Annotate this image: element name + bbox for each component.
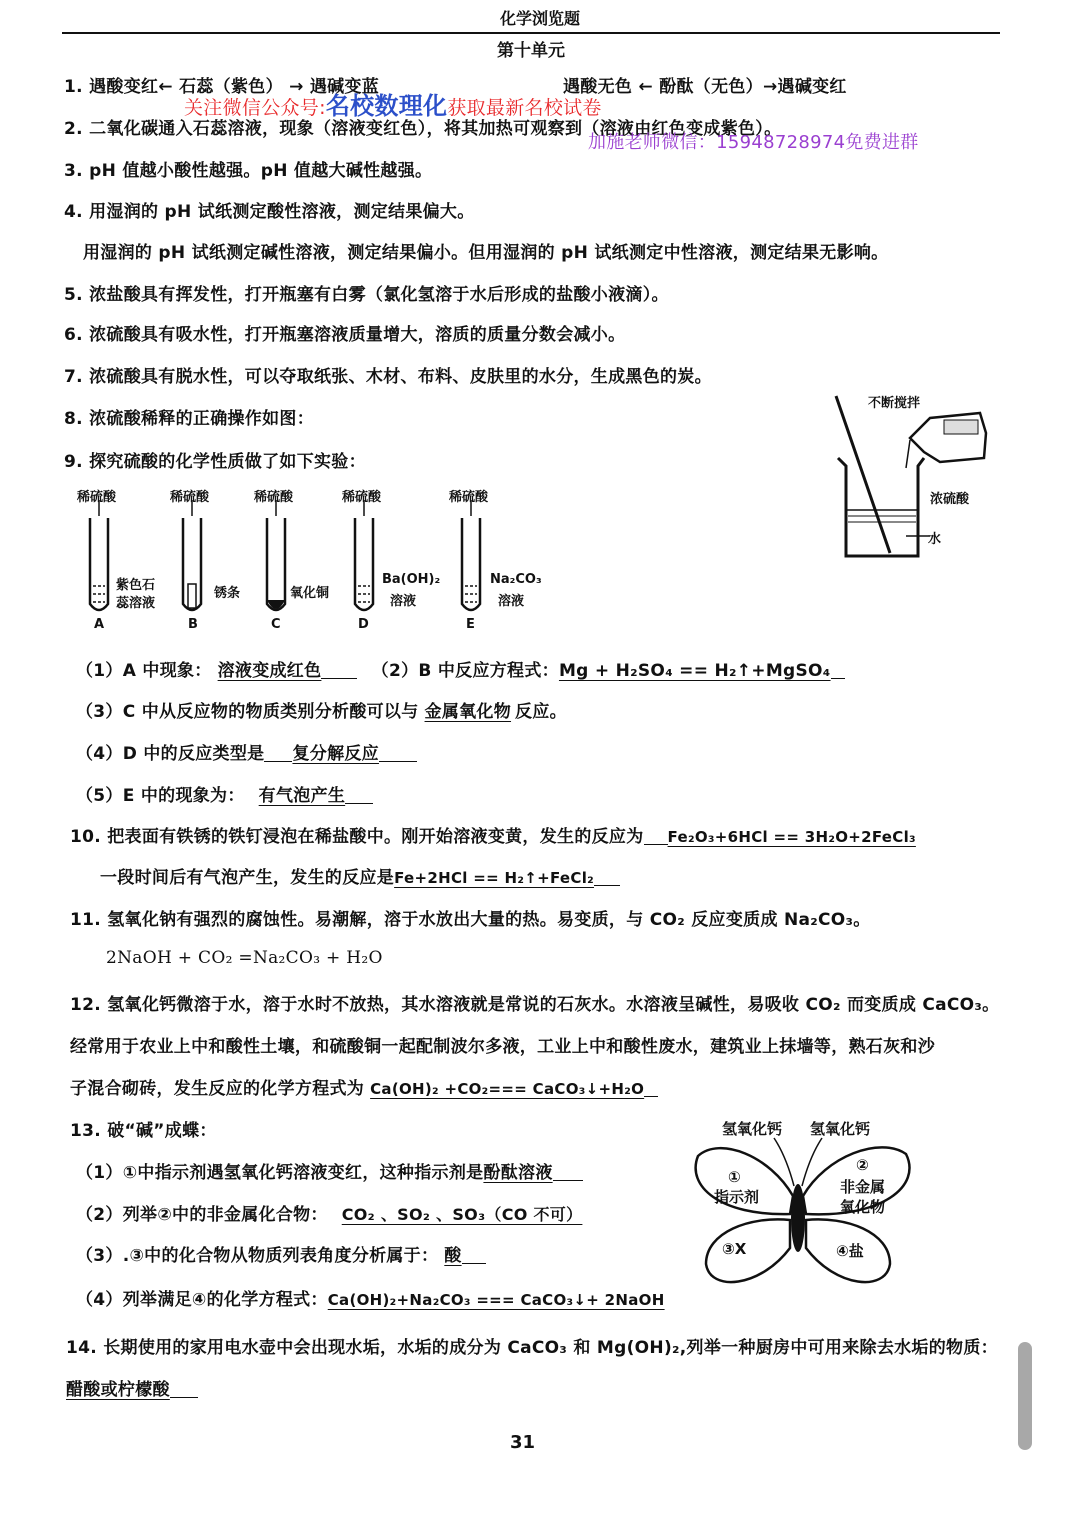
q13-1-blank xyxy=(553,1164,583,1181)
q10-rust-prompt: 10. 把表面有铁锈的铁钉浸泡在稀盐酸中。刚开始溶液变黄，发生的反应为 xyxy=(70,827,644,847)
beaker-outline xyxy=(838,458,924,556)
wing-2-label-1: 非金属 xyxy=(840,1178,886,1196)
wing-2-label-2: 氧化物 xyxy=(840,1198,886,1216)
q5-hcl: 5. 浓盐酸具有挥发性，打开瓶塞有白雾（氯化氢溶于水后形成的盐酸小液滴）。 xyxy=(64,285,669,305)
watermark-red-right: 获取最新名校试卷 xyxy=(447,97,602,119)
q12-prompt: 子混合砌砖，发生反应的化学方程式为 xyxy=(70,1079,365,1099)
q10-iron-answer: Fe+2HCl == H₂↑+FeCl₂ xyxy=(394,869,595,887)
q12-answer: Ca(OH)₂ +CO₂=== CaCO₃↓+H₂O xyxy=(370,1080,645,1098)
acid-stream xyxy=(906,440,910,468)
q13-3 xyxy=(76,1241,486,1266)
q12-caoh2-2: 经常用于农业上中和酸性土壤，和硫酸铜一起配制波尔多液，工业上中和酸性废水，建筑业上抹墙等，熟石灰和沙 xyxy=(70,1037,935,1057)
document-header: 化学浏览题 xyxy=(500,9,581,28)
tube-d-label: D xyxy=(358,617,369,632)
q12-caoh2-1: 12. 氢氧化钙微溶于水，溶于水时不放热，其水溶液就是常说的石灰水。水溶液呈碱性，易吸收 CO₂ 而变质成 CaCO₃。 xyxy=(70,995,1000,1015)
wing-3-label: ③X xyxy=(722,1240,747,1258)
tube-e-label: E xyxy=(466,617,475,632)
q3-ph: 3. pH 值越小酸性越强。pH 值越大碱性越强。 xyxy=(64,161,433,181)
q10-rust xyxy=(70,822,916,847)
tube-d xyxy=(355,500,373,610)
butterfly-diagram xyxy=(690,1136,930,1296)
q13-3-answer: 酸 xyxy=(444,1246,462,1266)
q9-2-prompt: （2）B 中反应方程式： xyxy=(371,661,559,681)
tube-e-reagent: 稀硫酸 xyxy=(449,490,489,505)
header-rule xyxy=(62,32,1000,34)
acid-bottle-label xyxy=(944,420,978,434)
conc-acid-label: 浓硫酸 xyxy=(930,492,970,507)
tube-e-content-2: 溶液 xyxy=(498,594,525,609)
q13-2-prompt: （2）列举②中的非金属化合物： xyxy=(76,1205,328,1225)
q4-ph-acid: 4. 用湿润的 pH 试纸测定酸性溶液，测定结果偏大。 xyxy=(64,202,475,222)
q13-2 xyxy=(76,1200,582,1225)
tube-c xyxy=(267,500,285,610)
wing-1-num: ① xyxy=(728,1168,741,1186)
q13-3-prompt: （3）.③中的化合物从物质列表角度分析属于： xyxy=(76,1246,439,1266)
q14-blank xyxy=(170,1381,198,1398)
q9-1 xyxy=(76,656,845,681)
tube-b-content: 锈条 xyxy=(214,586,241,601)
q9-title: 9. 探究硫酸的化学性质做了如下实验： xyxy=(64,452,366,472)
q10-iron-prompt: 一段时间后有气泡产生，发生的反应是 xyxy=(100,868,395,888)
q13-3-blank xyxy=(462,1247,486,1264)
tube-d-content-1: Ba(OH)₂ xyxy=(382,572,441,587)
q14-answer-line xyxy=(66,1375,198,1400)
tube-d-reagent: 稀硫酸 xyxy=(342,490,382,505)
stir-label: 不断搅拌 xyxy=(868,396,921,411)
q9-3-prompt: （3）C 中从反应物的物质类别分析酸可以与 xyxy=(76,702,419,722)
q13-4 xyxy=(76,1285,665,1310)
q10-iron xyxy=(100,863,620,888)
tube-b-reagent: 稀硫酸 xyxy=(170,490,210,505)
q9-1-answer: 溶液变成红色 xyxy=(217,661,322,681)
wing-bottom-left xyxy=(706,1219,790,1282)
tube-c-label: C xyxy=(271,617,281,632)
q9-2-blank xyxy=(831,662,845,679)
q6-h2so4-absorb: 6. 浓硫酸具有吸水性，打开瓶塞溶液质量增大，溶质的质量分数会减小。 xyxy=(64,325,626,345)
q9-3-suffix: 反应。 xyxy=(515,702,567,722)
tube-b xyxy=(183,500,201,610)
unit-title: 第十单元 xyxy=(497,41,565,61)
q9-2-answer: Mg + H₂SO₄ == H₂↑+MgSO₄ xyxy=(558,661,831,681)
butterfly-body xyxy=(791,1184,805,1252)
q13-1-answer: 酚酞溶液 xyxy=(483,1163,553,1183)
q13-4-prompt: （4）列举满足④的化学方程式： xyxy=(76,1290,328,1310)
q9-4-answer: 复分解反应 xyxy=(292,744,379,764)
tube-e-content-1: Na₂CO₃ xyxy=(490,572,542,587)
tube-d-content-2: 溶液 xyxy=(390,594,417,609)
q10-rust-blank xyxy=(644,828,668,845)
q9-5 xyxy=(76,781,373,806)
q11-naoh: 11. 氢氧化钠有强烈的腐蚀性。易潮解，溶于水放出大量的热。易变质，与 CO₂ 反应变质成 Na₂CO₃。 xyxy=(70,910,871,930)
q9-3-answer: 金属氧化物 xyxy=(424,702,512,722)
q9-4-blank-left xyxy=(264,745,292,762)
q9-5-prompt: （5）E 中的现象为： xyxy=(76,786,245,806)
q10-iron-blank xyxy=(594,869,620,886)
watermark-wechat: 加施老师微信：15948728974免费进群 xyxy=(588,132,919,153)
tube-a-content-2: 蕊溶液 xyxy=(116,596,156,611)
q9-5-blank xyxy=(345,787,373,804)
water-label: 水 xyxy=(928,532,942,547)
butterfly-top-left: 氢氧化钙 xyxy=(722,1120,783,1138)
test-tubes-figure xyxy=(60,482,550,642)
q13-2-answer: CO₂ 、SO₂ 、SO₃（CO 不可） xyxy=(341,1205,583,1224)
scrollbar-thumb[interactable] xyxy=(1018,1342,1032,1450)
tube-a xyxy=(90,500,108,610)
q9-5-answer: 有气泡产生 xyxy=(258,786,346,806)
q9-1-prompt: （1）A 中现象： xyxy=(76,661,212,681)
q8-dilution: 8. 浓硫酸稀释的正确操作如图： xyxy=(64,409,315,429)
watermark-brand: 名校数理化 xyxy=(325,92,448,120)
q14-scale: 14. 长期使用的家用电水壶中会出现水垢，水垢的成分为 CaCO₃ 和 Mg(OH)₂,列举一种厨房中可用来除去水垢的物质： xyxy=(66,1338,998,1358)
q9-4 xyxy=(76,739,417,764)
q9-4-prompt: （4）D 中的反应类型是 xyxy=(76,744,265,764)
glass-rod xyxy=(836,396,890,553)
tube-a-content-1: 紫色石 xyxy=(116,578,156,593)
dilution-figure xyxy=(820,388,1000,568)
butterfly-top-right: 氢氧化钙 xyxy=(810,1120,871,1138)
q9-1-blank xyxy=(321,662,357,679)
q10-rust-answer: Fe₂O₃+6HCl == 3H₂O+2FeCl₃ xyxy=(667,828,916,846)
q13-1-prompt: （1）①中指示剂遇氢氧化钙溶液变红，这种指示剂是 xyxy=(76,1163,484,1183)
q9-3 xyxy=(76,697,567,722)
tube-e xyxy=(462,500,480,610)
watermark-red-left: 关注微信公众号: xyxy=(184,97,326,119)
q4-ph-base: 用湿润的 pH 试纸测定碱性溶液，测定结果偏小。但用湿润的 pH 试纸测定中性溶液，测定结果无影响。 xyxy=(83,243,889,263)
q7-h2so4-dehydrate: 7. 浓硫酸具有脱水性，可以夺取纸张、木材、布料、皮肤里的水分，生成黑色的炭。 xyxy=(64,367,712,387)
q12-blank xyxy=(644,1080,658,1097)
q9-4-blank-right xyxy=(379,745,417,762)
q13-1 xyxy=(76,1158,583,1183)
q11-equation: 2NaOH + CO₂ =Na₂CO₃ + H₂O xyxy=(106,948,383,968)
q14-answer: 醋酸或柠檬酸 xyxy=(66,1380,170,1400)
q1-litmus: 1. 遇酸变红← 石蕊（紫色） → 遇碱变蓝 xyxy=(64,77,380,97)
q2-co2-litmus: 2. 二氧化碳通入石蕊溶液，现象（溶液变红色），将其加热可观察到（溶液由红色变成紫色）。 xyxy=(64,119,782,139)
q12-caoh2-3 xyxy=(70,1074,658,1099)
q1-phenolphthalein: 遇酸无色 ← 酚酞（无色）→遇碱变红 xyxy=(563,77,847,97)
tube-a-reagent: 稀硫酸 xyxy=(77,490,117,505)
q13-4-answer: Ca(OH)₂+Na₂CO₃ === CaCO₃↓+ 2NaOH xyxy=(327,1291,665,1309)
wing-2-num: ② xyxy=(856,1156,869,1174)
page-number: 31 xyxy=(510,1432,536,1453)
tube-c-content: 氧化铜 xyxy=(290,586,330,601)
wing-1-label: 指示剂 xyxy=(714,1188,760,1206)
q13-title: 13. 破“碱”成蝶： xyxy=(70,1121,217,1141)
tube-c-reagent: 稀硫酸 xyxy=(254,490,294,505)
tube-a-label: A xyxy=(94,617,105,632)
tube-b-label: B xyxy=(188,617,198,632)
wing-4-label: ④盐 xyxy=(836,1242,864,1260)
